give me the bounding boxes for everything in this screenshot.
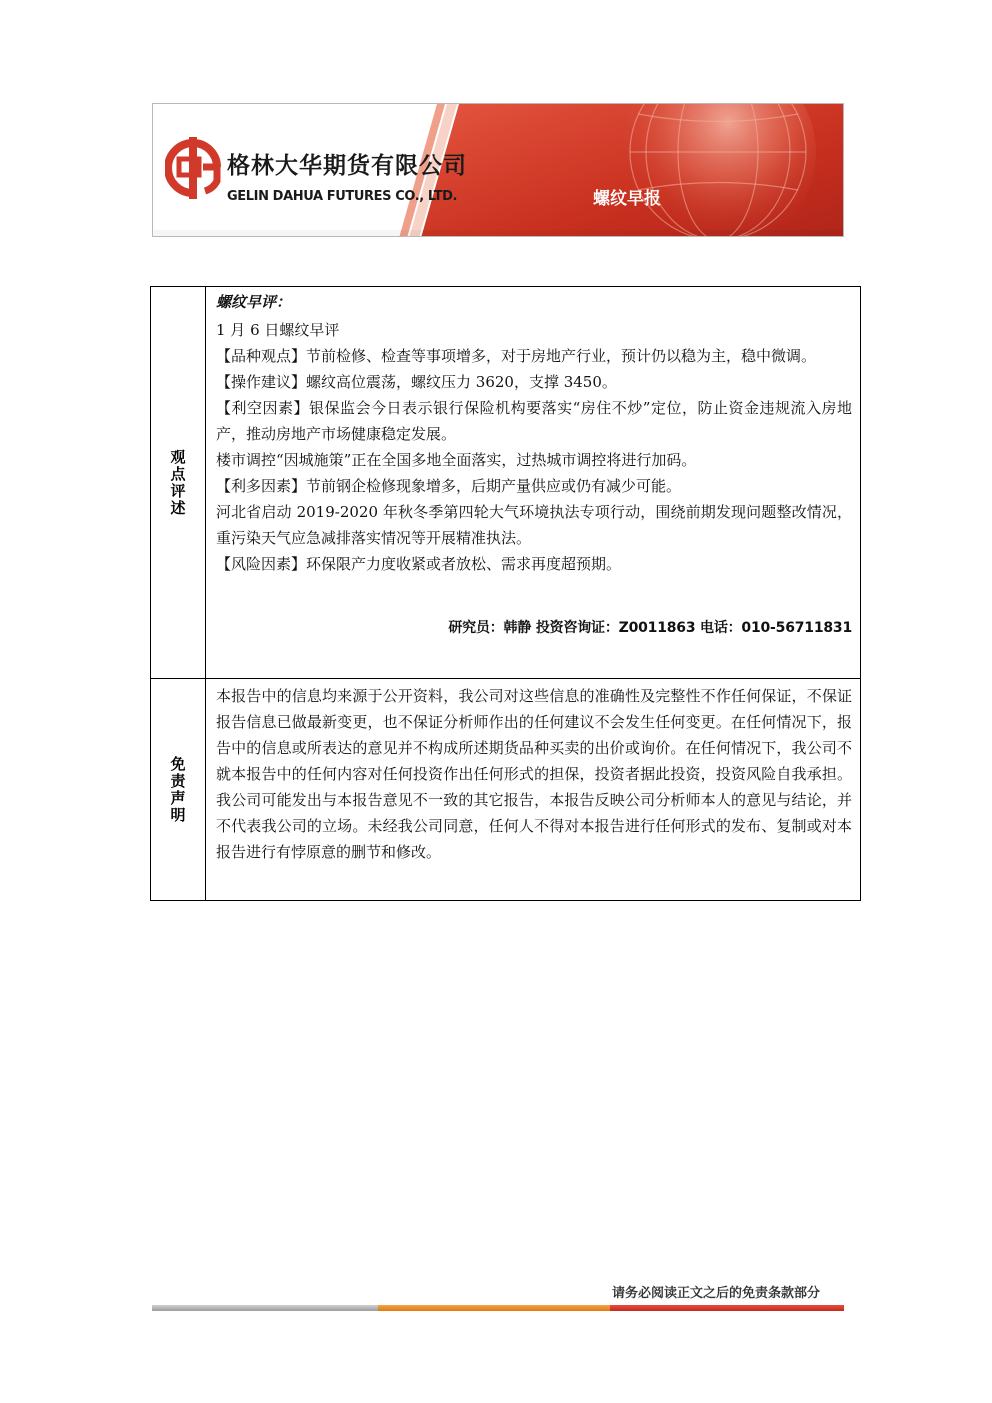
view-paragraph: 【操作建议】螺纹高位震荡，螺纹压力 3620，支撑 3450。 (216, 373, 617, 391)
disclaimer-content (206, 679, 861, 901)
disclaimer-label: 免责声明 (170, 754, 186, 824)
report-table (150, 286, 861, 901)
view-title: 螺纹早评： (216, 293, 292, 311)
header-banner (152, 103, 844, 237)
disclaimer-label-cell (151, 679, 206, 901)
view-section-label: 观点评述 (170, 447, 186, 517)
report-title: 螺纹早报 (593, 189, 661, 209)
company-name-en: GELIN DAHUA FUTURES CO., LTD. (227, 189, 458, 204)
disclaimer-section-row (151, 679, 861, 901)
view-section-content (206, 287, 861, 679)
disclaimer-text: 本报告中的信息均来源于公开资料，我公司对这些信息的准确性及完整性不作任何保证，不保证报告信息已做最新变更，也不保证分析师作出的任何建议不会发生任何变更。在任何情况下，报告中的信息或所表达的意见并不构成所述期货品种买卖的出价或询价。在任何情况下，我公司不就本报告中的任何内容对任何投资作出任何形式的担保，投资者据此投资，投资风险自我承担。我公司可能发出与本报告意见不一致的其它报告，本报告反映公司分析师本人的意见与结论，并不代表我公司的立场。未经我公司同意，任何人不得对本报告进行任何形式的发布、复制或对本报告进行有悖原意的删节和修改。 (216, 687, 852, 861)
researcher-line: 研究员：韩静 投资咨询证：Z0011863 电话：010-56711831 (448, 620, 852, 636)
view-paragraph: 河北省启动 2019-2020 年秋冬季第四轮大气环境执法专项行动，围绕前期发现问题整改情况，重污染天气应急减排落实情况等开展精准执法。 (216, 503, 852, 547)
view-section-row (151, 287, 861, 679)
footer-bar-orange (378, 1305, 610, 1311)
view-paragraph: 【利多因素】节前钢企检修现象增多，后期产量供应或仍有减少可能。 (216, 477, 682, 495)
view-paragraph: 【品种观点】节前检修、检查等事项增多，对于房地产行业，预计仍以稳为主，稳中微调。 (216, 347, 817, 365)
footer-bar-red (610, 1305, 844, 1311)
footer-note: 请务必阅读正文之后的免责条款部分 (612, 1286, 821, 1301)
view-date-line: 1 月 6 日螺纹早评 (216, 321, 340, 339)
footer-bar-grey (152, 1305, 378, 1311)
view-section-label-cell (151, 287, 206, 679)
view-paragraph: 楼市调控“因城施策”正在全国多地全面落实，过热城市调控将进行加码。 (216, 451, 697, 469)
view-paragraph: 【风险因素】环保限产力度收紧或者放松、需求再度超预期。 (216, 555, 622, 573)
view-paragraph: 【利空因素】银保监会今日表示银行保险机构要落实“房住不炒”定位，防止资金违规流入房地产，推动房地产市场健康稳定发展。 (216, 399, 852, 443)
company-name-cn: 格林大华期货有限公司 (227, 153, 467, 179)
gelin-dahua-logo-icon (165, 137, 221, 199)
